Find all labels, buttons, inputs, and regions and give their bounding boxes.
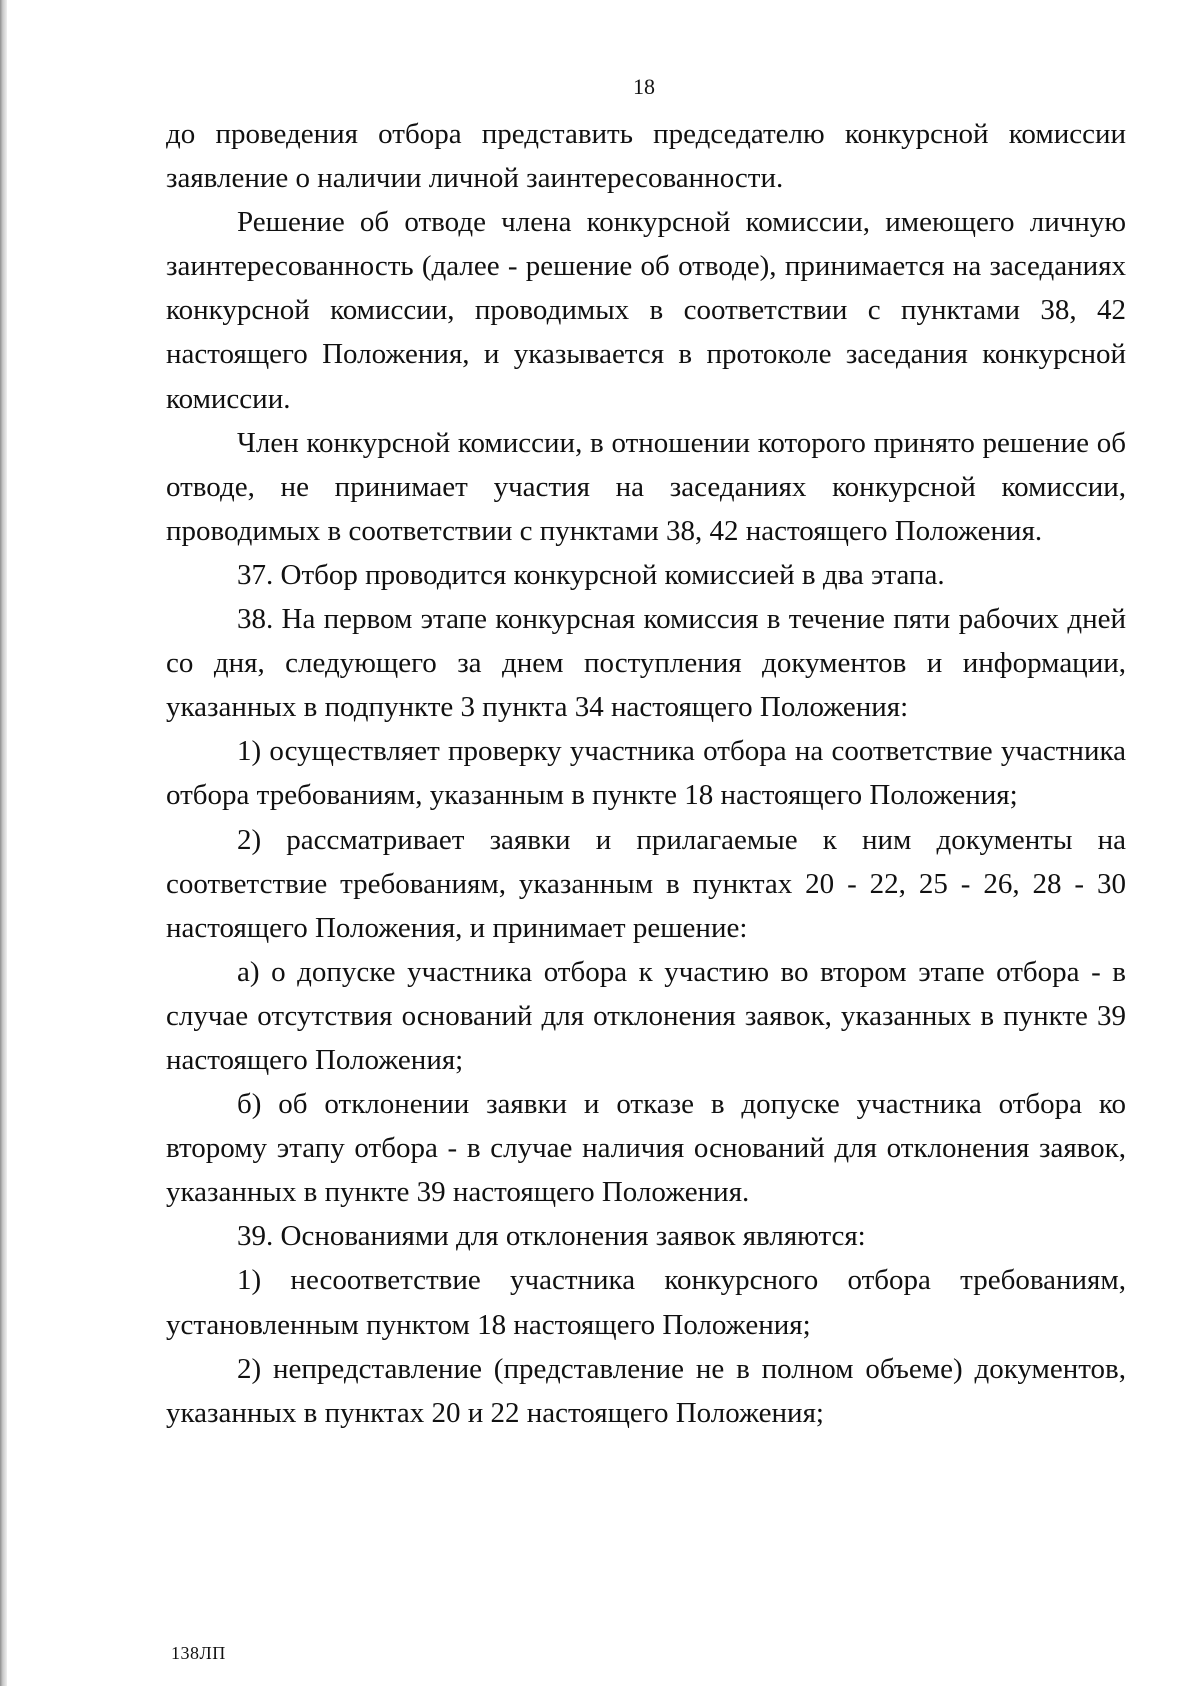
paragraph: 39. Основаниями для отклонения заявок являются:: [237, 1220, 866, 1253]
document-code: 138ЛП: [171, 1643, 226, 1663]
paragraph: 37. Отбор проводится конкурсной комиссией в два этапа.: [237, 558, 945, 591]
paragraph: Решение об отводе члена конкурсной комиссии, имеющего личную заинтересованность (далее - решение об отводе), принимается на заседаниях конкурсной комиссии, проводимых в соответствии с пунктами 38, 42 настоящего Положения, и указывается в протоколе заседания конкурсной комиссии.: [166, 206, 1126, 415]
scan-edge: [0, 0, 7, 1686]
paragraph: 1) осуществляет проверку участника отбора на соответствие участника отбора требованиям, указанным в пункте 18 настоящего Положения;: [166, 735, 1126, 812]
paragraph: 38. На первом этапе конкурсная комиссия в течение пяти рабочих дней со дня, следующего за днем поступления документов и информации, указанных в подпункте 3 пункта 34 настоящего Положения:: [166, 603, 1126, 724]
paragraph: б) об отклонении заявки и отказе в допуске участника отбора ко второму этапу отбора - в случае наличия оснований для отклонения заявок, указанных в пункте 39 настоящего Положения.: [166, 1088, 1126, 1209]
paragraph: а) о допуске участника отбора к участию во втором этапе отбора - в случае отсутствия оснований для отклонения заявок, указанных в пункте 39 настоящего Положения;: [166, 955, 1126, 1076]
document-body: [166, 112, 1126, 1435]
paragraph: 1) несоответствие участника конкурсного отбора требованиям, установленным пунктом 18 настоящего Положения;: [166, 1264, 1126, 1341]
paragraph: 2) рассматривает заявки и прилагаемые к ним документы на соответствие требованиям, указанным в пунктах 20 - 22, 25 - 26, 28 - 30 настоящего Положения, и принимает решение:: [166, 823, 1126, 944]
paragraph: до проведения отбора представить председателю конкурсной комиссии заявление о наличии личной заинтересованности.: [166, 118, 1126, 195]
paragraph: Член конкурсной комиссии, в отношении которого принято решение об отводе, не принимает участия на заседаниях конкурсной комиссии, проводимых в соответствии с пунктами 38, 42 настоящего Положения.: [166, 426, 1126, 547]
page-number: 18: [633, 74, 655, 99]
paragraph: 2) непредставление (представление не в полном объеме) документов, указанных в пунктах 20 и 22 настоящего Положения;: [166, 1352, 1126, 1429]
